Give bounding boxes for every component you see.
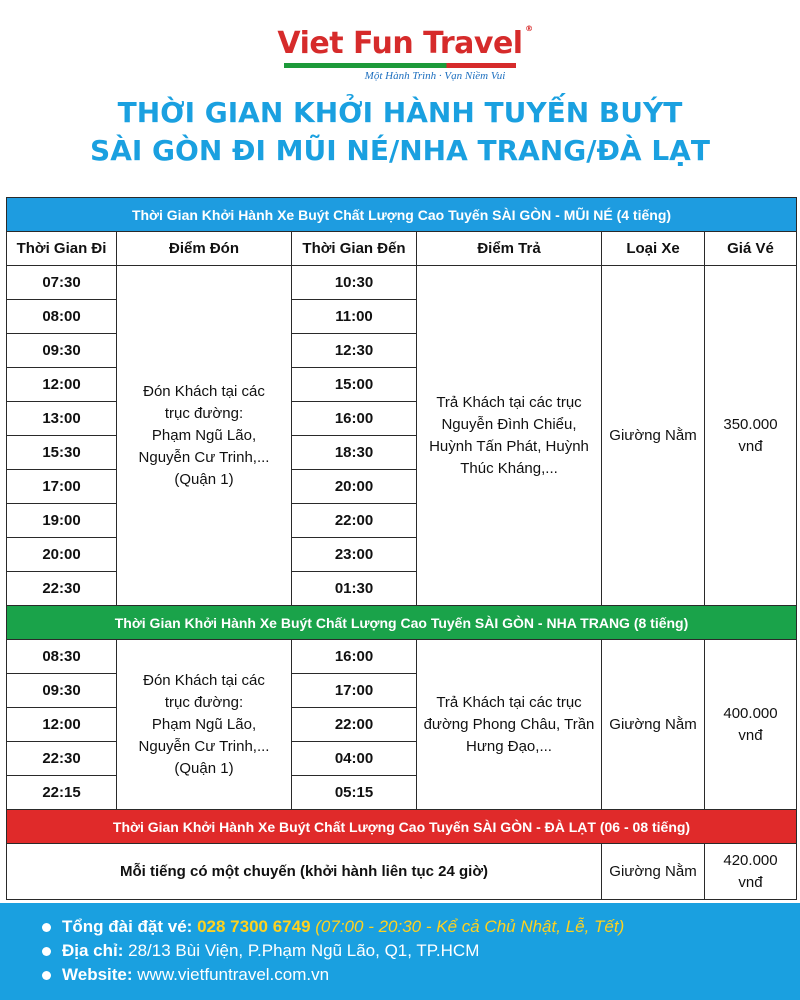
departure-time: 08:30 — [7, 640, 117, 674]
arrival-time: 04:00 — [292, 742, 417, 776]
schedule-table — [6, 197, 797, 900]
column-header-price: Giá Vé — [705, 232, 797, 266]
ticket-price — [705, 640, 797, 810]
nha-trang-row — [7, 640, 797, 674]
nha-trang-header-text: Thời Gian Khởi Hành Xe Buýt Chất Lượng Cao Tuyến SÀI GÒN - NHA TRANG (8 tiếng) — [7, 606, 797, 640]
da-lat-section-header — [7, 810, 797, 844]
pickup-cell — [117, 266, 292, 606]
pickup-line: (Quận 1) — [174, 759, 234, 777]
logo-brand-text: Viet Fun Travel — [277, 26, 523, 61]
dropoff-line: Hưng Đạo,... — [466, 737, 552, 755]
column-header-pickup: Điểm Đón — [117, 232, 292, 266]
arrival-time: 17:00 — [292, 674, 417, 708]
da-lat-schedule: Mỗi tiếng có một chuyến (khởi hành liên tục 24 giờ) — [7, 844, 602, 900]
arrival-time: 22:00 — [292, 708, 417, 742]
departure-time: 07:30 — [7, 266, 117, 300]
da-lat-price — [705, 844, 797, 900]
address-text: 28/13 Bùi Viện, P.Phạm Ngũ Lão, Q1, TP.HCM — [128, 941, 480, 960]
footer-address — [38, 939, 800, 963]
hotline-number[interactable]: 028 7300 6749 — [197, 917, 311, 936]
dropoff-line: Trả Khách tại các trục — [436, 393, 582, 411]
departure-time: 09:30 — [7, 674, 117, 708]
vehicle-type: Giường Nằm — [602, 266, 705, 606]
footer — [0, 903, 800, 1000]
column-header-row — [7, 232, 797, 266]
dropoff-line: Thúc Kháng,... — [460, 459, 558, 477]
mui-ne-section-header — [7, 198, 797, 232]
da-lat-vehicle: Giường Nằm — [602, 844, 705, 900]
arrival-time: 12:30 — [292, 334, 417, 368]
arrival-time: 15:00 — [292, 368, 417, 402]
ticket-price-value: 350.000 — [723, 415, 778, 433]
page-title-line1: THỜI GIAN KHỞI HÀNH TUYẾN BUÝT — [117, 96, 683, 129]
departure-time: 20:00 — [7, 538, 117, 572]
departure-time: 22:30 — [7, 742, 117, 776]
pickup-line: Nguyễn Cư Trinh,... — [138, 737, 270, 755]
logo-brand — [277, 24, 533, 61]
arrival-time: 10:30 — [292, 266, 417, 300]
pickup-line: trục đường: — [164, 693, 244, 711]
ticket-price-currency: vnđ — [738, 726, 763, 744]
arrival-time: 22:00 — [292, 504, 417, 538]
mui-ne-header-text: Thời Gian Khởi Hành Xe Buýt Chất Lượng Cao Tuyến SÀI GÒN - MŨI NÉ (4 tiếng) — [7, 198, 797, 232]
da-lat-price-value: 420.000 — [723, 851, 778, 869]
dropoff-cell — [417, 640, 602, 810]
column-header-dropoff: Điểm Trả — [417, 232, 602, 266]
registered-mark: ® — [525, 24, 533, 33]
pickup-line: trục đường: — [164, 404, 244, 422]
da-lat-row — [7, 844, 797, 900]
arrival-time: 16:00 — [292, 402, 417, 436]
pickup-line: Đón Khách tại các — [143, 382, 265, 400]
arrival-time: 23:00 — [292, 538, 417, 572]
departure-time: 08:00 — [7, 300, 117, 334]
departure-time: 12:00 — [7, 708, 117, 742]
pickup-line: Phạm Ngũ Lão, — [151, 715, 257, 733]
ticket-price-value: 400.000 — [723, 704, 778, 722]
dropoff-line: đường Phong Châu, Trần — [423, 715, 595, 733]
column-header-departure: Thời Gian Đi — [7, 232, 117, 266]
bullet-icon — [42, 923, 51, 932]
arrival-time: 18:30 — [292, 436, 417, 470]
vehicle-type: Giường Nằm — [602, 640, 705, 810]
departure-time: 12:00 — [7, 368, 117, 402]
departure-time: 13:00 — [7, 402, 117, 436]
logo — [0, 26, 800, 82]
arrival-time: 01:30 — [292, 572, 417, 606]
address-label: Địa chỉ: — [62, 941, 124, 960]
page-title — [0, 94, 800, 170]
hotline-label: Tổng đài đặt vé: — [62, 917, 193, 936]
hotline-hours: (07:00 - 20:30 - Kể cả Chủ Nhật, Lễ, Tết) — [315, 917, 625, 936]
page-title-line2: SÀI GÒN ĐI MŨI NÉ/NHA TRANG/ĐÀ LẠT — [90, 134, 710, 167]
da-lat-header-text: Thời Gian Khởi Hành Xe Buýt Chất Lượng Cao Tuyến SÀI GÒN - ĐÀ LẠT (06 - 08 tiếng) — [7, 810, 797, 844]
dropoff-cell — [417, 266, 602, 606]
logo-slogan: Một Hành Trình · Vạn Niềm Vui — [364, 70, 506, 82]
pickup-line: Đón Khách tại các — [143, 671, 265, 689]
pickup-line: Phạm Ngũ Lão, — [151, 426, 257, 444]
arrival-time: 16:00 — [292, 640, 417, 674]
bullet-icon — [42, 971, 51, 980]
departure-time: 19:00 — [7, 504, 117, 538]
pickup-line: (Quận 1) — [174, 470, 234, 488]
website-link[interactable]: www.vietfuntravel.com.vn — [137, 965, 330, 984]
departure-time: 15:30 — [7, 436, 117, 470]
arrival-time: 05:15 — [292, 776, 417, 810]
dropoff-line: Trả Khách tại các trục — [436, 693, 582, 711]
ticket-price — [705, 266, 797, 606]
logo-underline — [284, 63, 516, 68]
pickup-line: Nguyễn Cư Trinh,... — [138, 448, 270, 466]
dropoff-line: Nguyễn Đình Chiểu, — [441, 415, 577, 433]
column-header-vehicle: Loại Xe — [602, 232, 705, 266]
nha-trang-section-header — [7, 606, 797, 640]
footer-website — [38, 963, 800, 987]
ticket-price-currency: vnđ — [738, 437, 763, 455]
arrival-time: 20:00 — [292, 470, 417, 504]
bullet-icon — [42, 947, 51, 956]
pickup-cell — [117, 640, 292, 810]
departure-time: 09:30 — [7, 334, 117, 368]
arrival-time: 11:00 — [292, 300, 417, 334]
footer-hotline — [38, 915, 800, 939]
departure-time: 22:15 — [7, 776, 117, 810]
column-header-arrival: Thời Gian Đến — [292, 232, 417, 266]
mui-ne-row — [7, 266, 797, 300]
departure-time: 22:30 — [7, 572, 117, 606]
departure-time: 17:00 — [7, 470, 117, 504]
website-label: Website: — [62, 965, 133, 984]
da-lat-price-currency: vnđ — [738, 873, 763, 891]
dropoff-line: Huỳnh Tấn Phát, Huỳnh — [429, 437, 589, 455]
